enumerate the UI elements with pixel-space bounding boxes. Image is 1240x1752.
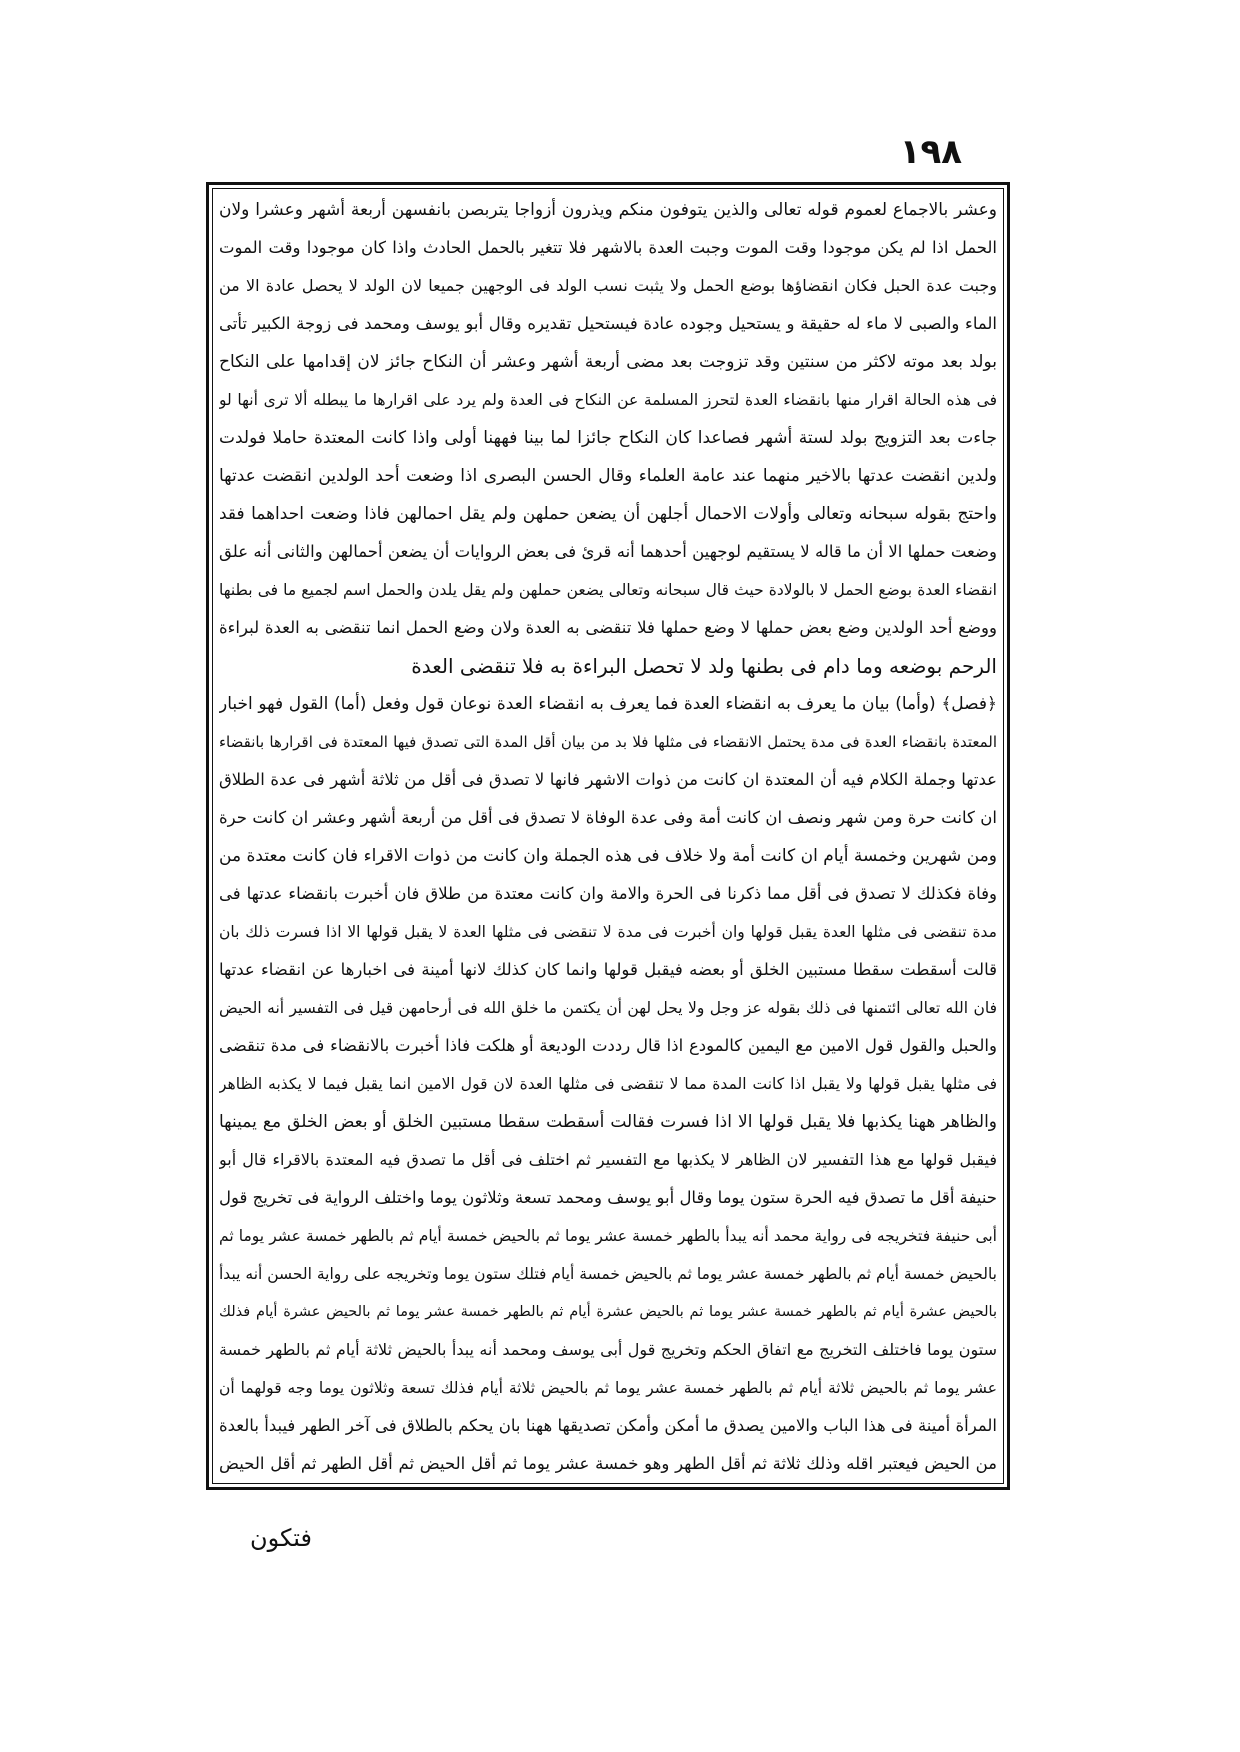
text-line: بولد بعد موته لاكثر من سنتين وقد تزوجت بعد مضى أربعة أشهر وعشر أن النكاح جائز لان إقدامها على النكاح: [219, 352, 997, 372]
text-line: والحبل والقول قول الامين مع اليمين كالمودع اذا قال رددت الوديعة أو هلكت فاذا أخبرت بالانقضاء فى مدة تنقضى: [219, 1036, 997, 1055]
text-line: المعتدة بانقضاء العدة فى مدة يحتمل الانقضاء فى مثلها فلا بد من بيان أقل المدة التى تصدق فيها المعتدة فى اقرارها بانقضاء: [219, 733, 997, 751]
text-line: فان الله تعالى ائتمنها فى ذلك بقوله عز وجل ولا يحل لهن أن يكتمن ما خلق الله فى أرحامهن قيل فى التفسير أنه الحيض: [219, 999, 997, 1017]
text-line: بالحيض عشرة أيام ثم بالطهر خمسة عشر يوما ثم بالحيض عشرة أيام ثم بالطهر خمسة عشر يوما ثم بالحيض عشرة أيام فذلك: [219, 1304, 997, 1320]
page-frame-inner-border: [212, 188, 1004, 1484]
text-line: المرأة أمينة فى هذا الباب والامين يصدق ما أمكن وأمكن تصديقها ههنا بان يحكم بالطلاق فى آخر الطهر فيبدأ بالعدة: [219, 1416, 997, 1435]
text-line: فيقبل قولها مع هذا التفسير لان الظاهر لا يكذبها مع التفسير ثم اختلف فى أقل ما تصدق فيه المعتدة بالاقراء قال أبو: [219, 1150, 997, 1169]
text-line: فى مثلها يقبل قولها ولا يقبل اذا كانت المدة مما لا تنقضى فى مثلها العدة لان قول الامين انما يقبل فيما لا يكذبه الظاهر: [219, 1075, 997, 1093]
paragraph-end-line: الرحم بوضعه وما دام فى بطنها ولد لا تحصل البراءة به فلا تنقضى العدة: [411, 654, 997, 678]
text-line: انقضاء العدة بوضع الحمل لا بالولادة حيث قال سبحانه وتعالى يضعن حملهن ولم يقل يلدن والحمل اسم لجميع ما فى بطنها: [219, 581, 997, 599]
text-line: جاءت بعد التزويج بولد لستة أشهر فصاعدا كان النكاح جائزا لما بينا فههنا أولى واذا كانت المعتدة حاملا فولدت: [219, 428, 997, 448]
text-line: وفاة فكذلك لا تصدق فى أقل مما ذكرنا فى الحرة والامة وان كانت معتدة من طلاق فان أخبرت بانقضاء عدتها فى: [219, 884, 997, 903]
text-line: عدتها وجملة الكلام فيه أن المعتدة ان كانت من ذوات الاشهر فانها لا تصدق فى أقل من ثلاثة أشهر فى عدة الطلاق: [219, 770, 997, 789]
text-line: وضعت حملها الا أن ما قاله لا يستقيم لوجهين أحدهما أنه قرئ فى بعض الروايات أن يضعن أحمالهن والثانى أنه علق: [219, 542, 997, 561]
text-line: الحمل اذا لم يكن موجودا وقت الموت وجبت العدة بالاشهر فلا تتغير بالحمل الحادث واذا كان موجودا وقت الموت: [219, 238, 997, 257]
text-line: ووضع أحد الولدين وضع بعض حملها لا وضع حملها فلا تنقضى به العدة ولان وضع الحمل انما تنقضى به العدة لبراءة: [219, 618, 997, 637]
body-text: [219, 191, 997, 1483]
text-line: واحتج بقوله سبحانه وتعالى وأولات الاحمال أجلهن أن يضعن حملهن ولم يقل احمالهن فاذا وضعت احداهما فقد: [219, 504, 997, 524]
text-line: وجبت عدة الحبل فكان انقضاؤها بوضع الحمل ولا يثبت نسب الولد فى الوجهين جميعا لان الولد لا يحصل عادة الا من: [219, 276, 997, 295]
text-line: بالحيض خمسة أيام ثم بالطهر خمسة عشر يوما ثم بالحيض خمسة أيام فتلك ستون يوما وتخريجه على رواية الحسن أنه يبدأ: [219, 1265, 997, 1283]
section-heading-line: ﴿فصل﴾ (وأما) بيان ما يعرف به انقضاء العدة فما يعرف به انقضاء العدة نوعان قول وفعل (أما) القول فهو اخبار: [219, 694, 997, 714]
text-line: عشر يوما ثم بالحيض ثلاثة أيام ثم بالطهر خمسة عشر يوما ثم بالحيض ثلاثة أيام فذلك تسعة وثلاثون يوما وجه قولهما أن: [219, 1379, 997, 1397]
page-number: ١٩٨: [899, 132, 962, 172]
text-line: مدة تنقضى فى مثلها العدة يقبل قولها وان أخبرت فى مدة لا تنقضى فى مثلها العدة لا يقبل قولها الا اذا فسرت ذلك بان: [219, 923, 997, 941]
text-line: ان كانت حرة ومن شهر ونصف ان كانت أمة وفى عدة الوفاة لا تصدق فى أقل من أربعة أشهر وعشر ان كانت حرة: [219, 808, 997, 827]
text-line: أبى حنيفة فتخريجه فى رواية محمد أنه يبدأ بالطهر خمسة عشر يوما ثم بالحيض خمسة أيام ثم بالطهر خمسة عشر يوما ثم: [219, 1227, 997, 1245]
text-line: من الحيض فيعتبر اقله وذلك ثلاثة ثم أقل الطهر وهو خمسة عشر يوما ثم أقل الحيض ثم أقل الطهر ثم أقل الحيض: [219, 1454, 997, 1473]
text-line: وعشر بالاجماع لعموم قوله تعالى والذين يتوفون منكم ويذرون أزواجا يتربصن بانفسهن أربعة أشهر وعشرا ولان: [219, 200, 997, 220]
page-frame: [206, 182, 1010, 1490]
text-line: ومن شهرين وخمسة أيام ان كانت أمة ولا خلاف فى هذه الجملة وان كانت من ذوات الاقراء فان كانت معتدة من: [219, 846, 997, 866]
text-line: الماء والصبى لا ماء له حقيقة و يستحيل وجوده عادة فيستحيل تقديره وقال أبو يوسف ومحمد فى زوجة الكبير تأتى: [219, 314, 997, 333]
text-line: قالت أسقطت سقطا مستبين الخلق أو بعضه فيقبل قولها وانما كان كذلك لانها أمينة فى اخبارها عن انقضاء عدتها: [219, 960, 997, 979]
text-line: فى هذه الحالة اقرار منها بانقضاء العدة لتحرز المسلمة عن النكاح فى العدة ولم يرد على اقرارها ما يبطله ألا ترى أنها لو: [219, 391, 997, 409]
catchword: فتكون: [250, 1524, 312, 1552]
text-line: والظاهر ههنا يكذبها فلا يقبل قولها الا اذا فسرت فقالت أسقطت سقطا مستبين الخلق أو بعض الخلق مع يمينها: [219, 1112, 997, 1132]
text-line: ستون يوما فاختلف التخريج مع اتفاق الحكم وتخريج قول أبى يوسف ومحمد أنه يبدأ بالحيض ثلاثة أيام ثم بالطهر خمسة: [219, 1340, 997, 1359]
text-line: حنيفة أقل ما تصدق فيه الحرة ستون يوما وقال أبو يوسف ومحمد تسعة وثلاثون يوما واختلف الرواية فى تخريج قول: [219, 1188, 997, 1207]
text-line: ولدين انقضت عدتها بالاخير منهما عند عامة العلماء وقال الحسن البصرى اذا وضعت أحد الولدين انقضت عدتها: [219, 466, 997, 486]
